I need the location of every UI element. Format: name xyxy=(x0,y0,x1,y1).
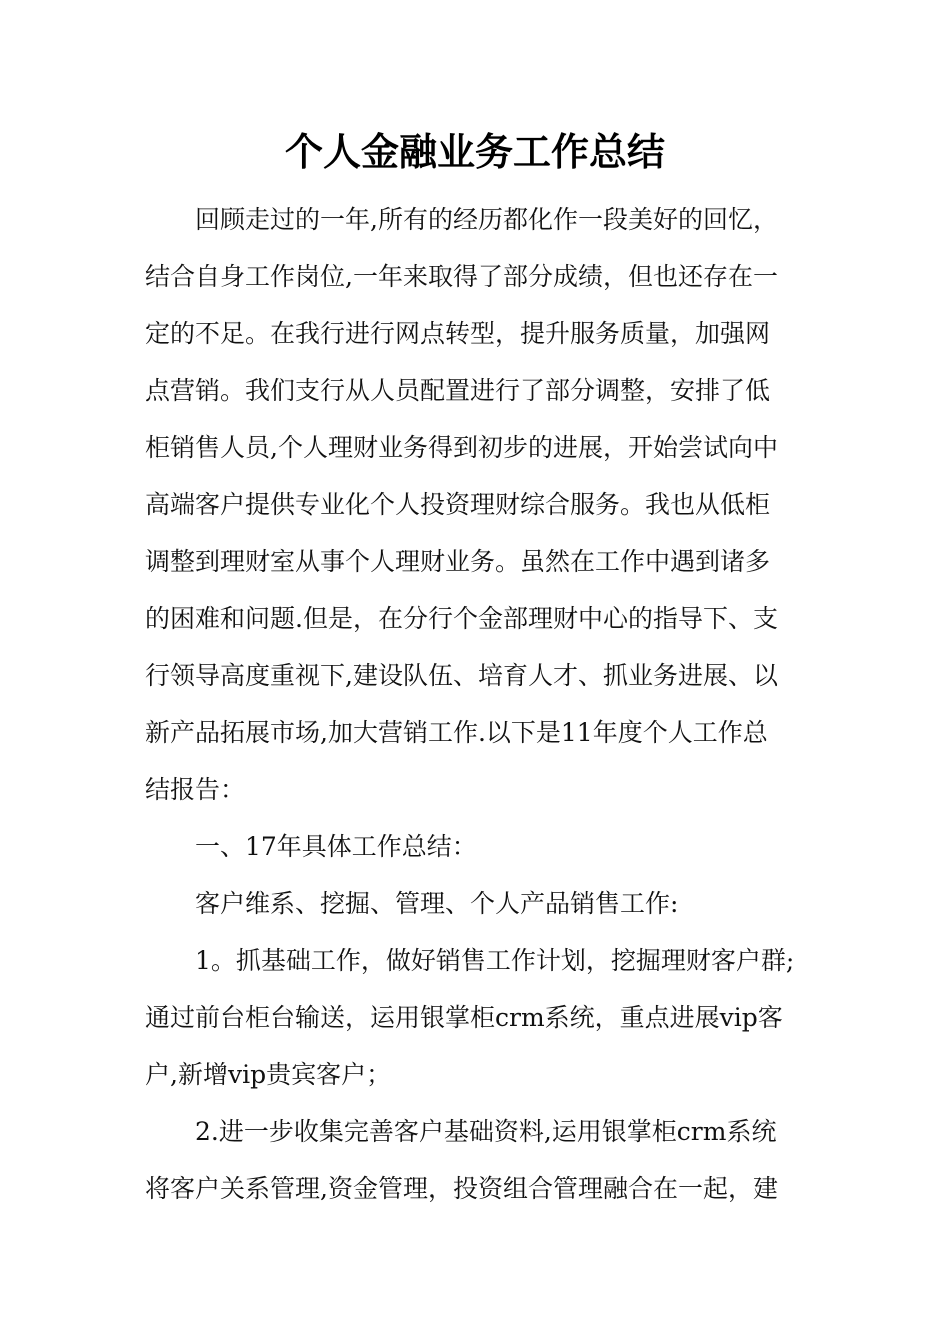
text-line: 调整到理财室从事个人理财业务。虽然在工作中遇到诸多 xyxy=(145,547,771,576)
document-body xyxy=(145,191,817,1217)
text-line: 高端客户提供专业化个人投资理财综合服务。我也从低柜 xyxy=(145,490,771,519)
text-line: 将客户关系管理,资金管理，投资组合管理融合在一起，建 xyxy=(145,1174,778,1203)
text-line: 2.进一步收集完善客户基础资料,运用银掌柜crm系统 xyxy=(195,1117,777,1146)
text-line: 1。抓基础工作，做好销售工作计划，挖掘理财客户群; xyxy=(195,946,795,975)
text-line: 户,新增vip贵宾客户； xyxy=(145,1060,392,1089)
text-line: 结报告： xyxy=(145,775,246,804)
document-title: 个人金融业务工作总结 xyxy=(284,129,665,174)
text-line: 结合自身工作岗位,一年来取得了部分成绩，但也还存在一 xyxy=(145,262,778,291)
text-line: 客户维系、挖掘、管理、个人产品销售工作: xyxy=(195,889,679,918)
text-line: 行领导高度重视下,建设队伍、培育人才、抓业务进展、以 xyxy=(145,661,778,690)
text-line: 柜销售人员,个人理财业务得到初步的进展，开始尝试向中 xyxy=(145,433,778,462)
text-line: 的困难和问题.但是，在分行个金部理财中心的指导下、支 xyxy=(145,604,778,633)
text-line: 定的不足。在我行进行网点转型，提升服务质量，加强网 xyxy=(145,319,771,348)
text-line: 一、17年具体工作总结： xyxy=(195,832,477,861)
text-line: 回顾走过的一年,所有的经历都化作一段美好的回忆， xyxy=(195,205,778,234)
text-line: 点营销。我们支行从人员配置进行了部分调整，安排了低 xyxy=(145,376,771,405)
text-line: 通过前台柜台输送，运用银掌柜crm系统，重点进展vip客 xyxy=(145,1003,783,1032)
text-line: 新产品拓展市场,加大营销工作.以下是11年度个人工作总 xyxy=(145,718,768,747)
